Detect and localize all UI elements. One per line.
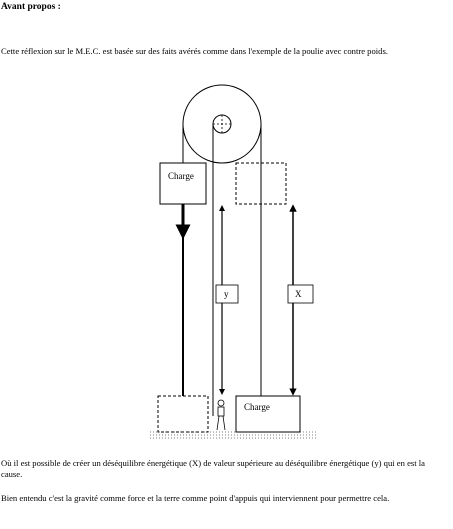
conclusion-paragraph: Où il est possible de créer un déséquilibre énergétique (X) de valeur supérieure au déséquilibre énergétique (y) qui en est la cause. [1, 458, 425, 479]
small-counterweight-icon [217, 400, 225, 430]
top-charge-box [160, 163, 206, 204]
ghost-bottom-box [158, 396, 208, 432]
x-label: X [295, 289, 302, 299]
intro-paragraph: Cette réflexion sur le M.E.C. est basée sur des faits avérés comme dans l'exemple de la poulie avec contre poids. [1, 46, 388, 56]
gravity-paragraph: Bien entendu c'est la gravité comme force et la terre comme point d'appuis qui interviennent pour permettre cela. [1, 493, 390, 503]
pulley-wheel [183, 85, 261, 163]
bottom-charge-label: Charge [244, 402, 270, 412]
heading: Avant propos : [1, 2, 61, 12]
top-charge-label: Charge [168, 171, 194, 181]
y-label: y [224, 289, 229, 299]
